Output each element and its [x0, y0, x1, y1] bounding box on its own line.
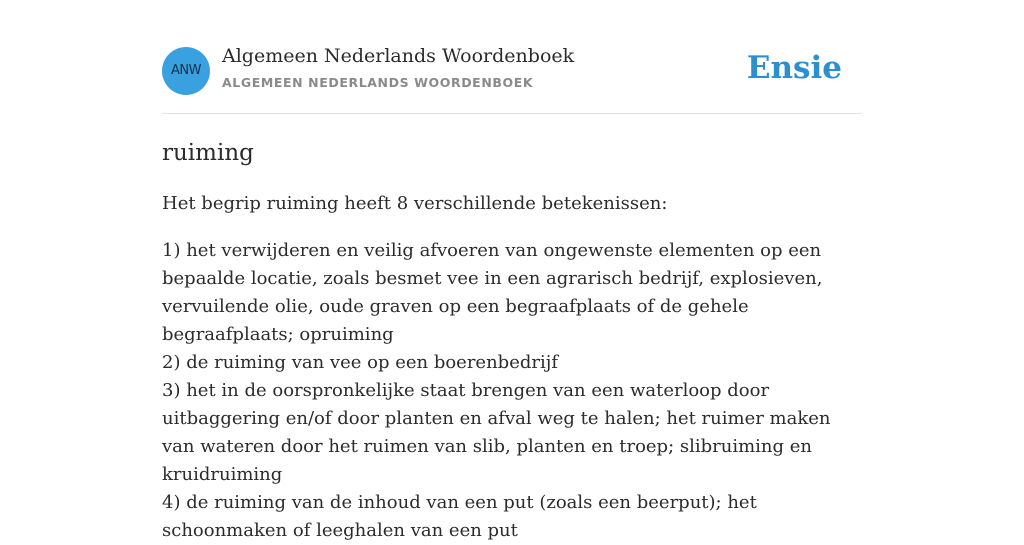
- meaning-item: 1) het verwijderen en veilig afvoeren van ongewenste elementen op een bepaalde locatie, zoals besmet vee in een agrarisch bedrijf, explosieven, vervuilende olie, oude graven op een begraafplaats of de gehele begraafplaats; opruiming: [162, 240, 823, 345]
- dictionary-subtitle: ALGEMEEN NEDERLANDS WOORDENBOEK: [222, 75, 534, 90]
- meaning-item: 3) het in de oorspronkelijke staat brengen van een waterloop door uitbaggering en/of door planten en afval weg te halen; het ruimer maken van wateren door het ruimen van slib, planten en troep; slibruiming en kruidruiming: [162, 380, 831, 485]
- dictionary-title[interactable]: Algemeen Nederlands Woordenboek: [222, 45, 575, 67]
- content-container: [162, 0, 862, 545]
- ensie-logo-link[interactable]: Ensie: [746, 50, 842, 86]
- entry-intro: Het begrip ruiming heeft 8 verschillende betekenissen:: [162, 193, 668, 214]
- header: [162, 0, 862, 114]
- entry-word: ruiming: [162, 140, 254, 166]
- meaning-item: 2) de ruiming van vee op een boerenbedrijf: [162, 352, 558, 373]
- meanings-list: [162, 237, 862, 545]
- meaning-item: 4) de ruiming van de inhoud van een put (zoals een beerput); het schoonmaken of leeghalen van een put: [162, 492, 757, 541]
- anw-logo[interactable]: ANW: [162, 47, 210, 95]
